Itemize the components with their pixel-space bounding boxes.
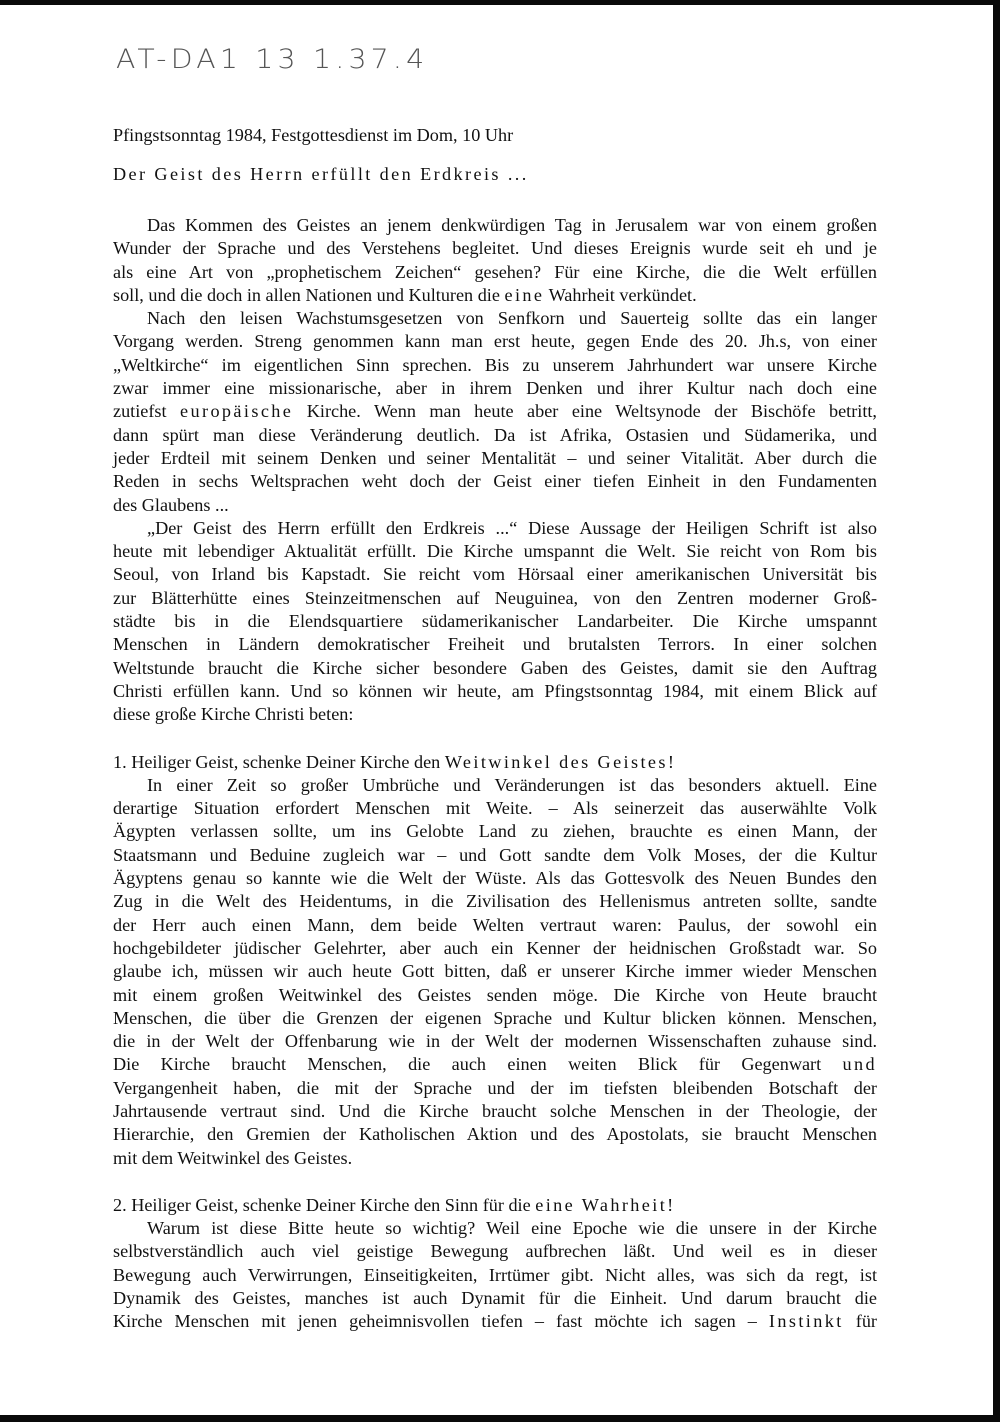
text-line: städte bis in die Elendsquartiere südamerikanischer Landarbeiter. Die Kirche umspannt xyxy=(113,611,877,632)
document-page xyxy=(113,124,877,1334)
text-line: jeder Erdteil mit seinem Denken und seiner Mentalität – und seiner Vitalität. Aber durch die xyxy=(113,447,877,468)
text-line: „Der Geist des Herrn erfüllt den Erdkreis ...“ Diese Aussage der Heiligen Schrift ist also xyxy=(147,517,877,538)
text-line: diese große Kirche Christi beten: xyxy=(113,704,354,725)
text-fragment: für xyxy=(843,1311,877,1332)
text-line: hochgebildeter jüdischer Gelehrter, aber auch ein Kenner der heidnischen Großstadt war. So xyxy=(113,937,877,958)
text-line: Zug in die Welt des Heidentums, in die Zivilisation des Hellenismus antreten sollte, sandte xyxy=(113,891,877,912)
section-1-weitwinkel xyxy=(113,751,877,1170)
heading-emphasis-spaced: eine Wahrheit! xyxy=(535,1194,676,1215)
emphasis-spaced: Instinkt xyxy=(768,1311,844,1332)
emphasis-spaced: und xyxy=(842,1054,877,1075)
text-line: Bewegung auch Verwirrungen, Einseitigkeiten, Irrtümer gibt. Nicht alles, was sich da regt, ist xyxy=(113,1264,877,1285)
text-line: Seoul, von Irland bis Kapstadt. Sie reicht vom Hörsaal einer amerikanischen Universität bis xyxy=(113,564,877,585)
text-fragment: Die Kirche braucht Menschen, die auch einen weiten Blick für Gegenwart xyxy=(113,1054,843,1075)
text-line: derartige Situation erfordert Menschen mit Weite. – Als seinerzeit das auserwählte Volk xyxy=(113,798,877,819)
text-line: Jahrtausende vertraut sind. Und die Kirche braucht solche Menschen in der Theologie, der xyxy=(113,1100,877,1121)
text-line: mit dem Weitwinkel des Geistes. xyxy=(113,1147,353,1168)
text-line: Wunder der Sprache und des Verstehens begleitet. Und dieses Ereignis wurde seit eh und je xyxy=(113,238,877,259)
text-line: des Glaubens ... xyxy=(113,494,229,515)
scan-border-bottom xyxy=(0,1415,1000,1422)
section-2-heading xyxy=(113,1194,877,1217)
text-line: Staatsmann und Beduine zugleich war – und Gott sandte dem Volk Moses, der die Kultur xyxy=(113,844,877,865)
text-line: In einer Zeit so großer Umbrüche und Veränderungen ist das besonders aktuell. Eine xyxy=(147,774,877,795)
text-line: Vergangenheit haben, die mit der Sprache und der im tiefsten bleibenden Botschaft der xyxy=(113,1077,877,1098)
text-line: Warum ist diese Bitte heute so wichtig? Weil eine Epoche wie die unsere in der Kirche xyxy=(147,1218,877,1239)
text-line xyxy=(113,1310,877,1333)
scan-border-right xyxy=(993,0,1000,1422)
section-1-heading xyxy=(113,751,877,774)
text-line: zwar immer eine missionarische, aber in ihrem Denken und ihrer Kultur nach doch eine xyxy=(113,378,877,399)
motto-heading: Der Geist des Herrn erfüllt den Erdkreis ... xyxy=(113,164,529,184)
text-line: die in der Welt der Offenbarung wie in der Welt der modernen Wissenschaften zuhause sind. xyxy=(113,1031,877,1052)
text-line: Menschen in Ländern demokratischer Freiheit und brutalsten Terrors. In einer solchen xyxy=(113,634,877,655)
text-line: Das Kommen des Geistes an jenem denkwürdigen Tag in Jerusalem war von einem großen xyxy=(147,215,877,235)
scan-border-top xyxy=(0,0,1000,5)
text-line: Menschen, die über die Grenzen der eigenen Sprache und Kultur blicken können. Menschen, xyxy=(113,1007,877,1028)
text-line: mit einem großen Weitwinkel des Geistes senden möge. Die Kirche von Heute braucht xyxy=(113,984,877,1005)
text-line: Ägyptens genau so kannte wie die Welt der Wüste. Als das Gottesvolk des Neuen Bundes den xyxy=(113,868,877,889)
text-line: selbstverständlich auch viel geistige Bewegung aufbrechen läßt. Und weil es in dieser xyxy=(113,1241,877,1262)
text-line: Dynamik des Geistes, manches ist auch Dynamit für die Einheit. Und darum braucht die xyxy=(113,1288,877,1309)
text-line: Weltstunde braucht die Kirche sicher besondere Gaben des Geistes, damit sie den Auftrag xyxy=(113,657,877,678)
handwritten-archive-number: AT-DA1 13 1.37.4 xyxy=(116,44,429,75)
text-line: Reden in sechs Weltsprachen weht doch der Geist einer tiefen Einheit in den Fundamenten xyxy=(113,471,877,492)
text-line: heute mit lebendiger Aktualität erfüllt. Die Kirche umspannt die Welt. Sie reicht von Rom bis xyxy=(113,541,877,562)
emphasis-spaced: eine xyxy=(504,284,545,305)
text-line: „Weltkirche“ im eigentlichen Sinn sprechen. Bis zu unserem Jahrhundert war unsere Kirche xyxy=(113,354,877,375)
heading-text: 1. Heiliger Geist, schenke Deiner Kirche den xyxy=(113,751,445,772)
text-line: dann spürt man diese Veränderung deutlich. Da ist Afrika, Ostasien und Südamerika, und xyxy=(113,424,877,445)
text-line: zur Blätterhütte eines Steinzeitmenschen auf Neuguinea, von den Zentren moderner Groß- xyxy=(113,587,877,608)
text-line xyxy=(113,284,877,307)
text-line: als eine Art von „prophetischem Zeichen“ gesehen? Für eine Kirche, die die Welt erfüllen xyxy=(113,261,877,282)
text-line: Nach den leisen Wachstumsgesetzen von Senfkorn und Sauerteig sollte das ein langer xyxy=(147,308,877,329)
text-line: glaube ich, müssen wir auch heute Gott bitten, daß er unserer Kirche immer wieder Menschen xyxy=(113,961,877,982)
heading-text: 2. Heiliger Geist, schenke Deiner Kirche den Sinn für die xyxy=(113,1194,536,1215)
section-2-eine-wahrheit xyxy=(113,1194,877,1334)
paragraph-erdkreis xyxy=(113,517,877,727)
text-fragment: Kirche. Wenn man heute aber eine Weltsynode der Bischöfe betritt, xyxy=(293,401,877,422)
text-line xyxy=(113,400,877,423)
heading-emphasis-spaced: Weitwinkel des Geistes! xyxy=(444,751,677,772)
text-line: der Herr auch einen Mann, dem beide Welten vertraut waren: Paulus, der sowohl ein xyxy=(113,914,877,935)
text-line: Hierarchie, den Gremien der Katholischen Aktion und des Apostolats, sie braucht Menschen xyxy=(113,1124,877,1145)
text-line xyxy=(113,1053,877,1076)
paragraph-intro xyxy=(113,214,877,307)
emphasis-spaced: europäische xyxy=(180,401,294,422)
paragraph-weltkirche xyxy=(113,307,877,517)
text-fragment: zutiefst xyxy=(113,401,181,422)
text-line: Ägypten verlassen sollte, um ins Gelobte Land zu ziehen, brauchte es einen Mann, der xyxy=(113,821,877,842)
text-line: Christi erfüllen kann. Und so können wir heute, am Pfingstsonntag 1984, mit einem Blick auf xyxy=(113,680,877,701)
occasion-line: Pfingstsonntag 1984, Festgottesdienst im Dom, 10 Uhr xyxy=(113,125,514,145)
text-fragment: Kirche Menschen mit jenen geheimnisvollen tiefen – fast möchte ich sagen – xyxy=(113,1311,769,1332)
text-fragment: soll, und die doch in allen Nationen und Kulturen die xyxy=(113,284,505,305)
text-line: Vorgang werden. Streng genommen kann man erst heute, gegen Ende des 20. Jh.s, von einer xyxy=(113,331,877,352)
text-fragment: Wahrheit verkündet. xyxy=(544,284,697,305)
